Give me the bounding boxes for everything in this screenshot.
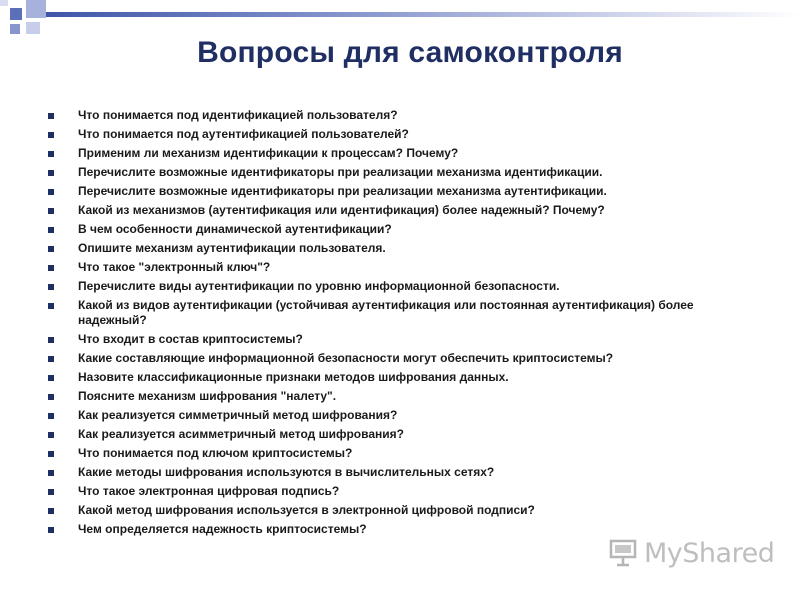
question-text: Какой метод шифрования используется в электронной цифровой подписи? [78, 503, 535, 517]
question-text: Что понимается под аутентификацией пользователей? [78, 127, 409, 141]
square-bullet-icon [48, 337, 54, 343]
square-bullet-icon [48, 113, 54, 119]
question-item [48, 108, 748, 123]
question-item [48, 222, 748, 237]
presentation-board-icon [608, 538, 638, 568]
square-bullet-icon [48, 151, 54, 157]
question-item [48, 241, 748, 256]
square-bullet-icon [48, 527, 54, 533]
square-bullet-icon [48, 508, 54, 514]
square-bullet-icon [48, 451, 54, 457]
question-text: Какой из видов аутентификации (устойчивая аутентификация или постоянная аутентификация) более надежный? [78, 298, 694, 327]
watermark [608, 536, 774, 570]
square-bullet-icon [48, 265, 54, 271]
question-text: Как реализуется асимметричный метод шифрования? [78, 427, 404, 441]
square-bullet-icon [48, 170, 54, 176]
square-bullet-icon [48, 413, 54, 419]
question-item [48, 260, 748, 275]
question-text: Что понимается под идентификацией пользователя? [78, 108, 398, 122]
question-text: Опишите механизм аутентификации пользователя. [78, 241, 386, 255]
deco-square [26, 0, 46, 18]
question-item [48, 370, 748, 385]
question-item [48, 389, 748, 404]
question-item [48, 279, 748, 294]
question-text: Перечислите виды аутентификации по уровню информационной безопасности. [78, 279, 560, 293]
question-item [48, 203, 748, 218]
question-item [48, 127, 748, 142]
square-bullet-icon [48, 489, 54, 495]
slide-title: Вопросы для самоконтроля [197, 36, 623, 69]
watermark-text: MyShared [644, 537, 775, 569]
square-bullet-icon [48, 303, 54, 309]
question-item [48, 465, 748, 480]
question-text: Перечислите возможные идентификаторы при реализации механизма аутентификации. [78, 184, 607, 198]
question-text: Применим ли механизм идентификации к процессам? Почему? [78, 146, 459, 160]
question-text: Что такое электронная цифровая подпись? [78, 484, 340, 498]
square-bullet-icon [48, 284, 54, 290]
square-bullet-icon [48, 132, 54, 138]
question-item [48, 427, 748, 442]
question-item [48, 408, 748, 423]
deco-square [26, 22, 40, 34]
square-bullet-icon [48, 375, 54, 381]
question-item [48, 503, 748, 518]
square-bullet-icon [48, 227, 54, 233]
question-item [48, 146, 748, 161]
question-list [48, 108, 748, 541]
question-item [48, 184, 748, 199]
square-bullet-icon [48, 208, 54, 214]
question-text: В чем особенности динамической аутентификации? [78, 222, 392, 236]
square-bullet-icon [48, 394, 54, 400]
question-item [48, 332, 748, 347]
square-bullet-icon [48, 189, 54, 195]
question-text: Чем определяется надежность криптосистемы? [78, 522, 367, 536]
question-item [48, 484, 748, 499]
square-bullet-icon [48, 470, 54, 476]
question-text: Назовите классификационные признаки методов шифрования данных. [78, 370, 509, 384]
question-item [48, 298, 748, 328]
deco-square [0, 0, 8, 6]
question-item [48, 165, 748, 180]
square-bullet-icon [48, 246, 54, 252]
question-text: Перечислите возможные идентификаторы при реализации механизма идентификации. [78, 165, 603, 179]
question-text: Что входит в состав криптосистемы? [78, 332, 303, 346]
question-item [48, 522, 748, 537]
question-text: Поясните механизм шифрования "налету". [78, 389, 337, 403]
square-bullet-icon [48, 432, 54, 438]
question-text: Какой из механизмов (аутентификация или идентификация) более надежный? Почему? [78, 203, 605, 217]
question-text: Как реализуется симметричный метод шифрования? [78, 408, 398, 422]
question-text: Какие методы шифрования используются в вычислительных сетях? [78, 465, 495, 479]
deco-square [10, 24, 20, 34]
deco-square [10, 8, 22, 20]
question-text: Что такое "электронный ключ"? [78, 260, 271, 274]
square-bullet-icon [48, 356, 54, 362]
question-text: Какие составляющие информационной безопасности могут обеспечить криптосистемы? [78, 351, 614, 365]
question-item [48, 446, 748, 461]
question-item [48, 351, 748, 366]
question-text: Что понимается под ключом криптосистемы? [78, 446, 353, 460]
decorative-header-bar [46, 12, 800, 17]
